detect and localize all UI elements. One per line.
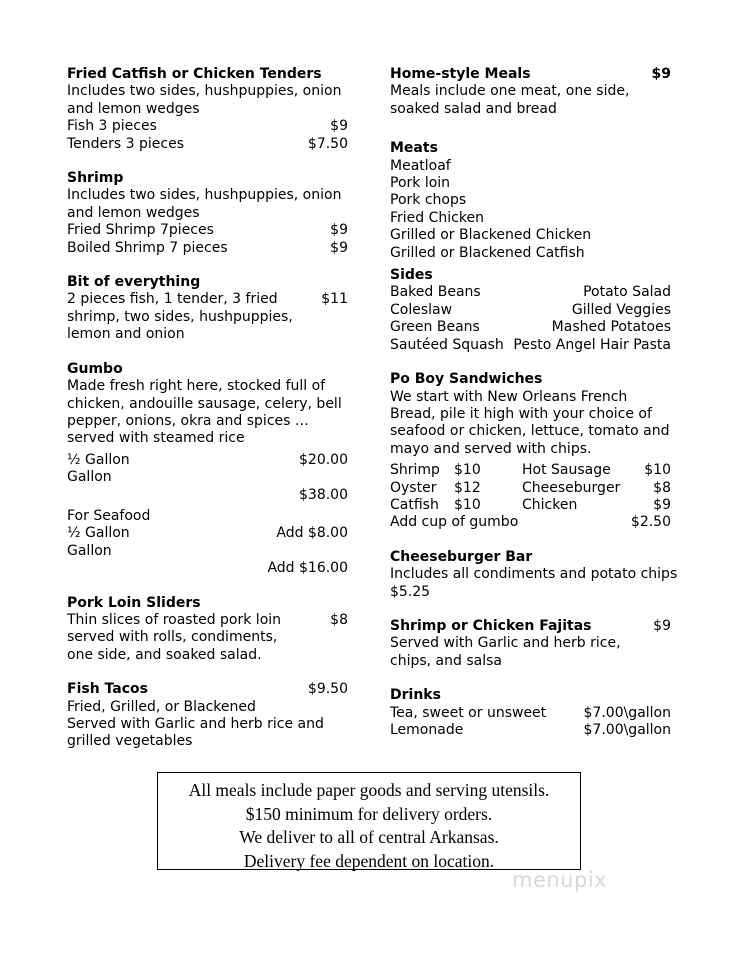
list-item: Grilled or Blackened Catfish [390, 244, 585, 261]
left-column [67, 66, 348, 768]
section-title: Shrimp [67, 170, 124, 187]
menu-item [390, 514, 671, 531]
list-item: Pesto Angel Hair Pasta [513, 336, 671, 353]
section-drinks [390, 687, 671, 739]
item-name: Add cup of gumbo [390, 514, 519, 531]
item-price: $12 [454, 479, 481, 496]
item-name: Oyster [390, 479, 437, 496]
footer-line: We deliver to all of central Arkansas. [239, 827, 499, 847]
section-description: Made fresh right here, stocked full of chicken, andouille sausage, celery, bell pepper, onions, okra and spices … served with steamed rice [67, 378, 342, 447]
menu-item [67, 136, 348, 153]
section-meats [390, 140, 671, 262]
footer-line: All meals include paper goods and serving utensils. [188, 780, 550, 800]
list-item: Mashed Potatoes [551, 319, 671, 336]
item-name: Boiled Shrimp 7 pieces [67, 239, 228, 256]
section-description: Includes two sides, hushpuppies, onion and lemon wedges [67, 187, 342, 221]
list-item: Pork chops [390, 192, 467, 209]
section-description: Served with Garlic and herb rice and grilled vegetables [67, 716, 324, 750]
section-description: Meals include one meat, one side, soaked salad and bread [390, 83, 630, 117]
list-item: Gilled Veggies [571, 301, 671, 318]
section-title: Sides [390, 267, 433, 284]
section-title: Pork Loin Sliders [67, 594, 201, 611]
section-title: Cheeseburger Bar [390, 548, 533, 565]
section-fajitas [390, 618, 671, 670]
item-name: ½ Gallon [67, 525, 130, 542]
section-sides [390, 267, 671, 354]
item-price: $9 [653, 617, 671, 634]
item-name: Lemonade [390, 722, 464, 738]
list-item: Grilled or Blackened Chicken [390, 227, 592, 244]
section-homestyle [390, 66, 671, 118]
item-name: Hot Sausage [522, 462, 611, 479]
item-price: $5.25 [390, 583, 431, 600]
list-item: Coleslaw [390, 301, 453, 318]
item-price: $20.00 [299, 451, 348, 468]
item-name: Fried Shrimp 7pieces [67, 222, 214, 239]
item-name: Gallon [67, 469, 112, 486]
menu-item [390, 705, 671, 722]
section-title: Po Boy Sandwiches [390, 371, 543, 388]
footer-line: Delivery fee dependent on location. [243, 850, 495, 871]
menu-item [67, 240, 348, 257]
item-price: $9.50 [307, 681, 348, 698]
right-column [390, 66, 678, 756]
item-price: $2.50 [630, 514, 671, 531]
section-title: Meats [390, 140, 438, 157]
item-price: $38.00 [299, 486, 348, 503]
section-bit-of-everything [67, 274, 348, 344]
section-pork-loin-sliders [67, 595, 348, 665]
section-description: Served with Garlic and herb rice, chips, and salsa [390, 635, 621, 669]
section-po-boy [390, 371, 671, 532]
section-fish-tacos [67, 681, 348, 751]
item-name: ½ Gallon [67, 451, 130, 468]
section-description: 2 pieces fish, 1 tender, 3 fried shrimp, two sides, hushpuppies, lemon and onion [67, 291, 293, 343]
item-price: $9 [653, 496, 671, 513]
item-price: Add $8.00 [276, 525, 348, 542]
list-item: Baked Beans [390, 284, 481, 301]
section-header [67, 681, 348, 698]
section-title: Home-style Meals [390, 66, 531, 82]
menu-item [67, 118, 348, 135]
menu-item [67, 612, 348, 664]
item-price: $11 [321, 291, 348, 308]
section-header [390, 618, 671, 635]
section-description: Fried, Grilled, or Blackened [67, 698, 256, 715]
item-price: $8 [330, 611, 348, 628]
section-title: Gumbo [67, 360, 123, 377]
section-description: We start with New Orleans French Bread, pile it high with your choice of seafood or chicken, lettuce, tomato and mayo and served with chips. [390, 388, 670, 457]
item-name: Fish 3 pieces [67, 118, 157, 135]
item-price: $10 [644, 462, 671, 479]
footer-line: $150 minimum for delivery orders. [245, 803, 493, 824]
item-name: Cheeseburger [522, 479, 621, 496]
section-title: Bit of everything [67, 274, 201, 291]
list-item: Green Beans [390, 319, 480, 336]
item-price: $7.00\gallon [583, 704, 671, 721]
section-title: Fish Tacos [67, 681, 148, 698]
menu-item [390, 722, 671, 739]
sides-list [390, 284, 671, 354]
menu-item [67, 222, 348, 239]
menu-item [67, 291, 348, 343]
item-name: Catfish [390, 496, 439, 513]
item-name: Shrimp [390, 462, 440, 479]
item-price: $7.00\gallon [583, 722, 671, 738]
section-title: Drinks [390, 687, 441, 704]
list-item: Sautéed Squash [390, 336, 504, 353]
section-catfish [67, 66, 348, 153]
item-price: $10 [454, 462, 481, 479]
item-price: $9 [651, 66, 671, 82]
item-price: $10 [454, 496, 481, 513]
item-price: $7.50 [307, 135, 348, 152]
list-item: Fried Chicken [390, 209, 484, 226]
section-description: Includes two sides, hushpuppies, onion and lemon wedges [67, 83, 342, 117]
list-item: Pork loin [390, 175, 451, 192]
section-title: Shrimp or Chicken Fajitas [390, 617, 592, 634]
list-item: Meatloaf [390, 157, 451, 174]
section-cheeseburger-bar [390, 548, 678, 601]
item-name: Gallon [67, 542, 112, 559]
section-gumbo [67, 361, 348, 578]
menu-item [67, 452, 348, 469]
footer-notice [157, 772, 581, 870]
po-boy-list [390, 462, 671, 514]
section-title: Fried Catfish or Chicken Tenders [67, 66, 322, 82]
item-name: Chicken [522, 496, 578, 513]
item-price: $9 [330, 118, 348, 135]
item-price: $9 [330, 239, 348, 256]
item-price: $8 [653, 479, 671, 496]
menu-item [67, 525, 348, 542]
item-name: Tenders 3 pieces [67, 135, 185, 152]
item-price: Add $16.00 [267, 560, 348, 577]
section-description: Includes all condiments and potato chips [390, 566, 678, 583]
item-name: Tea, sweet or unsweet [390, 704, 547, 721]
watermark-logo: menupix [512, 868, 608, 892]
seafood-label: For Seafood [67, 507, 151, 524]
list-item: Potato Salad [583, 284, 671, 301]
section-shrimp [67, 170, 348, 257]
section-description: Thin slices of roasted pork loin served with rolls, condiments, one side, and soaked salad. [67, 611, 282, 663]
section-header [390, 66, 671, 83]
item-price: $9 [330, 222, 348, 239]
